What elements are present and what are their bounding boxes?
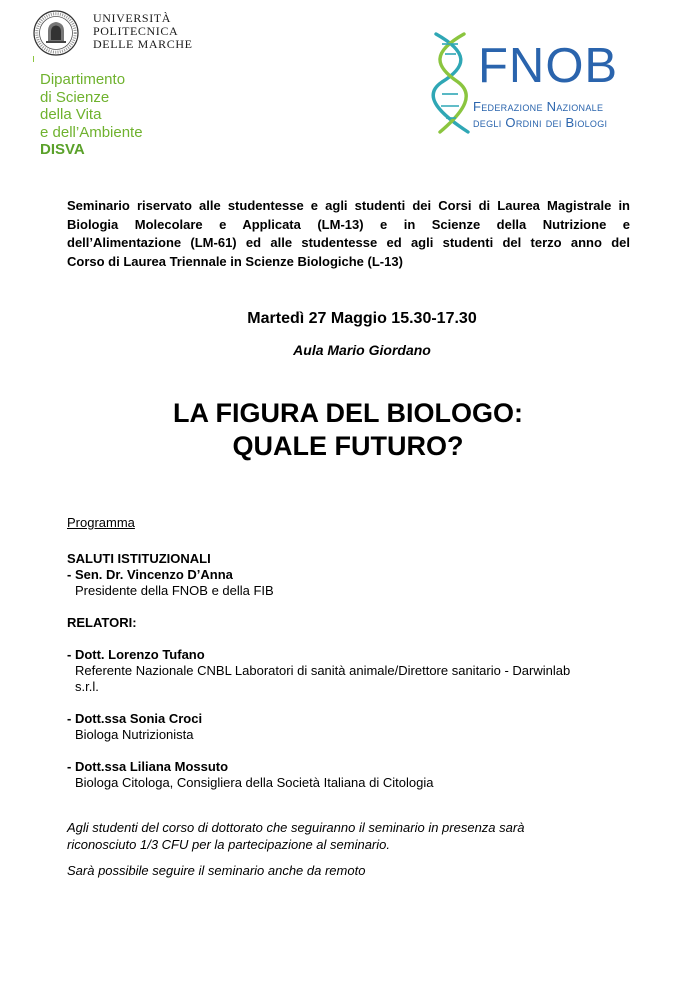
fnob-subtitle-line: degli Ordini dei Biologi	[473, 114, 608, 130]
speaker-role: Biologa Citologa, Consigliera della Società Italiana di Citologia	[75, 775, 434, 790]
intro-line: dell’Alimentazione (LM-61) ed alle studentesse ed agli studenti del terzo anno del	[67, 235, 630, 251]
program-heading: Programma	[67, 515, 135, 530]
event-title-line: LA FIGURA DEL BIOLOGO:	[173, 398, 523, 428]
greeting-role: Presidente della FNOB e della FIB	[75, 583, 274, 598]
department-name-line: Dipartimento	[40, 71, 126, 88]
university-name-line: UNIVERSITÀ	[93, 11, 171, 25]
event-room: Aula Mario Giordano	[293, 342, 431, 358]
fnob-subtitle	[473, 99, 607, 130]
fnob-logo-text: FNOB	[478, 39, 619, 93]
speakers-heading: RELATORI:	[67, 615, 137, 630]
department-divider	[33, 56, 34, 62]
department-acronym: DISVA	[40, 141, 85, 158]
event-title	[0, 397, 696, 463]
speaker-role: Referente Nazionale CNBL Laboratori di sanità animale/Direttore sanitario - Darwinlab	[75, 663, 571, 678]
fnob-subtitle-line: Federazione Nazionale	[473, 99, 604, 114]
university-name-line: DELLE MARCHE	[93, 37, 193, 51]
remote-note: Sarà possibile seguire il seminario anche da remoto	[67, 863, 366, 878]
university-seal-logo	[33, 10, 79, 56]
event-title-line: QUALE FUTURO?	[232, 431, 464, 461]
university-name-line: POLITECNICA	[93, 24, 179, 38]
department-name-line: di Scienze	[40, 88, 110, 106]
credits-note-line: riconosciuto 1/3 CFU per la partecipazione al seminario.	[67, 837, 390, 852]
intro-paragraph	[67, 197, 630, 271]
department-name-line: della Vita	[40, 106, 102, 123]
greeting-name: - Sen. Dr. Vincenzo D’Anna	[67, 567, 233, 582]
speaker-name: - Dott.ssa Liliana Mossuto	[67, 759, 229, 774]
greetings-heading: SALUTI ISTITUZIONALI	[67, 551, 211, 566]
speaker-name: - Dott. Lorenzo Tufano	[67, 647, 205, 662]
intro-line: Biologia Molecolare e Applicata (LM-13) e in Scienze della Nutrizione e	[67, 216, 630, 232]
event-date: Martedì 27 Maggio 15.30-17.30	[247, 310, 477, 327]
department-name-line: e dell’Ambiente	[40, 123, 143, 141]
speaker-name: - Dott.ssa Sonia Croci	[67, 711, 203, 726]
credits-note-line: Agli studenti del corso di dottorato che seguiranno il seminario in presenza sarà	[67, 820, 525, 835]
speaker-role: Biologa Nutrizionista	[75, 727, 194, 742]
dna-helix-icon	[428, 32, 474, 136]
speaker-role: s.r.l.	[75, 679, 99, 694]
intro-line: Corso di Laurea Triennale in Scienze Biologiche (L-13)	[67, 253, 403, 269]
department-name	[40, 71, 143, 159]
university-name	[93, 12, 193, 51]
intro-line: Seminario riservato alle studentesse e agli studenti dei Corsi di Laurea Magistrale in	[67, 198, 630, 213]
